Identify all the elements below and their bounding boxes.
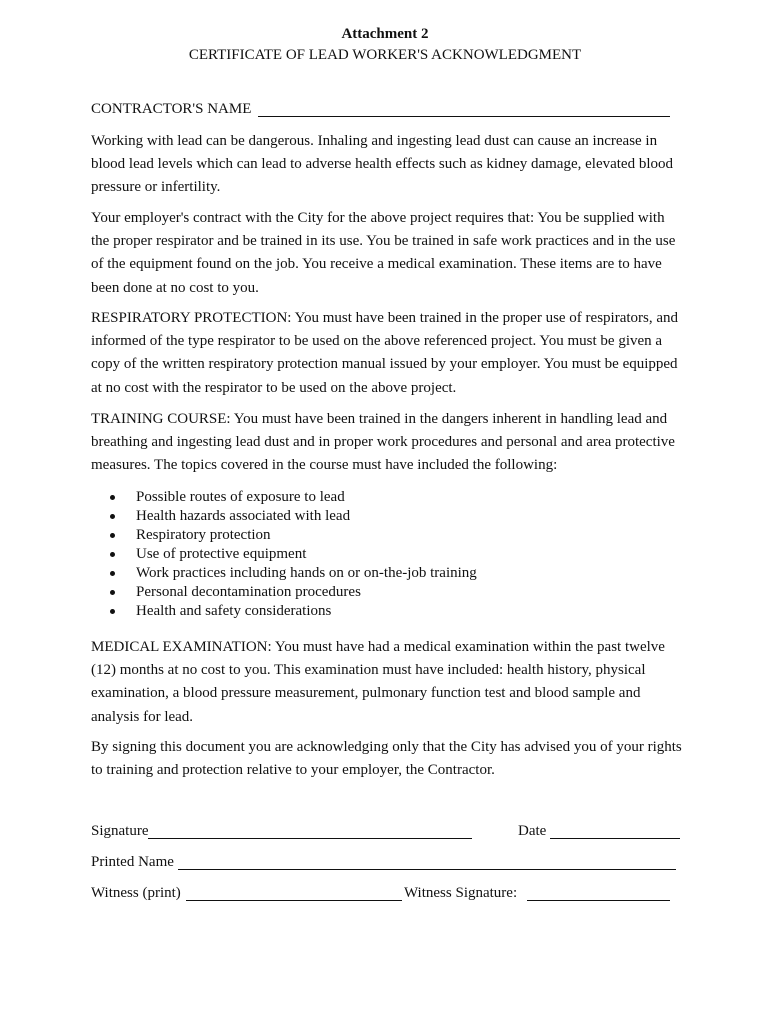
list-item: Use of protective equipment <box>108 545 477 564</box>
acknowledgment-paragraph: By signing this document you are acknowledging only that the City has advised you of your rights to training and protection relative to your employer, the Contractor. <box>91 739 682 779</box>
date-field[interactable] <box>550 824 680 839</box>
contractor-name-field[interactable] <box>258 102 670 117</box>
witness-print-field[interactable] <box>186 886 402 901</box>
contract-requirements-paragraph: Your employer's contract with the City for the above project requires that: You be supplied with the proper respirator and be trained in its use. You be trained in safe work practices and in the use of the equipment found on the job. You receive a medical examination. These items are to have been done at no cost to you. <box>91 210 676 296</box>
list-item: Possible routes of exposure to lead <box>108 488 477 507</box>
printed-name-label: Printed Name <box>91 854 174 870</box>
respiratory-protection-paragraph: RESPIRATORY PROTECTION: You must have been trained in the proper use of respirators, and informed of the type respirator to be used on the above referenced project. You must be given a copy of the written respiratory protection manual issued by your employer. You must be equipped at no cost with the respirator to be used on the above project. <box>91 310 679 396</box>
printed-name-field[interactable] <box>178 855 676 870</box>
list-item: Health and safety considerations <box>108 602 477 621</box>
bullet-icon <box>108 488 136 507</box>
attachment-heading: Attachment 2 <box>341 26 429 42</box>
bullet-icon <box>108 545 136 564</box>
contractor-name-label: CONTRACTOR'S NAME <box>91 101 252 117</box>
list-item: Health hazards associated with lead <box>108 507 477 526</box>
lead-danger-paragraph: Working with lead can be dangerous. Inhaling and ingesting lead dust can cause an increase in blood lead levels which can lead to adverse health effects such as kidney damage, elevated blood pressure or infertility. <box>91 133 674 196</box>
signature-field[interactable] <box>148 824 472 839</box>
witness-signature-field[interactable] <box>527 886 670 901</box>
medical-examination-paragraph: MEDICAL EXAMINATION: You must have had a medical examination within the past twelve (12) months at no cost to you. This examination must have included: health history, physical examination, a blood pressure measurement, pulmonary function test and blood sample and analysis for lead. <box>91 639 665 725</box>
training-topics-list <box>108 488 477 621</box>
bullet-icon <box>108 507 136 526</box>
bullet-icon <box>108 526 136 545</box>
bullet-icon <box>108 564 136 583</box>
date-label: Date <box>518 823 547 839</box>
training-course-paragraph: TRAINING COURSE: You must have been trained in the dangers inherent in handling lead and breathing and ingesting lead dust and in proper work procedures and personal and area protective measures. The topics covered in the course must have included the following: <box>91 411 675 474</box>
list-item: Personal decontamination procedures <box>108 583 477 602</box>
signature-label: Signature <box>91 823 149 839</box>
witness-print-label: Witness (print) <box>91 885 181 901</box>
list-item: Respiratory protection <box>108 526 477 545</box>
witness-signature-label: Witness Signature: <box>404 885 518 901</box>
bullet-icon <box>108 602 136 621</box>
bullet-icon <box>108 583 136 602</box>
list-item: Work practices including hands on or on-the-job training <box>108 564 477 583</box>
document-title: CERTIFICATE OF LEAD WORKER'S ACKNOWLEDGMENT <box>188 47 582 63</box>
